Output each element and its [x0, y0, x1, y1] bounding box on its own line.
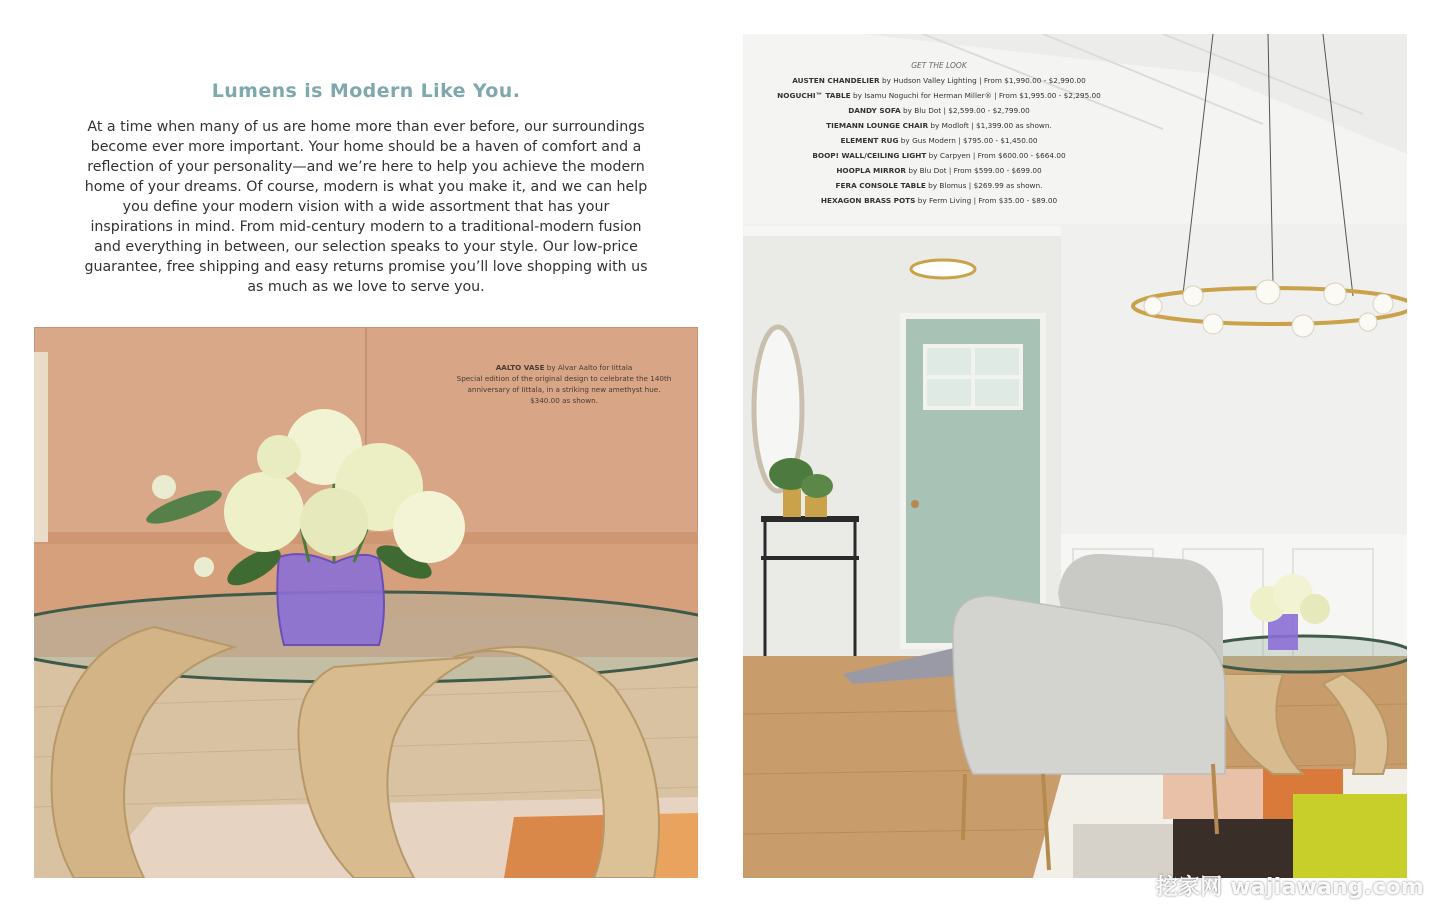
look-item-name: HEXAGON BRASS POTS [820, 196, 916, 205]
look-item-name: DANDY SOFA [848, 106, 901, 115]
look-item-name: FERA CONSOLE TABLE [835, 181, 926, 190]
look-item-price: | $2,599.00 - $2,799.00 [941, 106, 1030, 115]
look-item [743, 103, 1135, 118]
look-item-name: TIEMANN LOUNGE CHAIR [826, 121, 929, 130]
look-item-name: ELEMENT RUG [840, 136, 899, 145]
look-item-brand: by Hudson Valley Lighting [879, 76, 977, 85]
get-the-look-list [743, 58, 1135, 208]
look-item-brand: by Blu Dot [906, 166, 947, 175]
look-item-price: | $269.99 as shown. [966, 181, 1043, 190]
look-item-brand: by Carpyen [926, 151, 971, 160]
page-headline: Lumens is Modern Like You. [211, 80, 521, 102]
look-item [743, 148, 1135, 163]
look-item-price: | From $35.00 - $89.00 [971, 196, 1058, 205]
look-item [743, 163, 1135, 178]
look-item [743, 133, 1135, 148]
look-item-price: | $795.00 - $1,450.00 [955, 136, 1038, 145]
look-item-brand: by Modloft [928, 121, 969, 130]
look-item-brand: by Gus Modern [898, 136, 956, 145]
look-item-price: | From $599.00 - $699.00 [946, 166, 1042, 175]
caption-description: Special edition of the original design to celebrate the 140th anniversary of Iittala, in a striking new amethyst hue. [456, 374, 672, 394]
look-item-brand: by Blu Dot [900, 106, 942, 115]
look-item-price: | From $600.00 - $664.00 [970, 151, 1066, 160]
look-item-brand: by Isamu Noguchi for Herman Miller® [850, 91, 992, 100]
look-item-name: NOGUCHI™ TABLE [777, 91, 851, 100]
look-item-brand: by Ferm Living [915, 196, 972, 205]
look-item [743, 88, 1135, 103]
look-item-name: AUSTEN CHANDELIER [792, 76, 880, 85]
look-item-brand: by Blomus [925, 181, 967, 190]
caption-designer: by Alvar Aalto for Iittala [544, 363, 633, 372]
look-item-price: | $1,399.00 as shown. [968, 121, 1052, 130]
look-item-price: | From $1,990.00 - $2,990.00 [976, 76, 1086, 85]
caption-product-name: AALTO VASE [495, 363, 545, 372]
intro-paragraph: At a time when many of us are home more than ever before, our surroundings become ever more important. Your home should be a haven of comfort and a reflection of your personality—and we’re here to help you achieve the modern home of your dreams. Of course, modern is what you make it, and we can help you define your modern vision with a wide assortment that has your inspirations in mind. From mid-century modern to a traditional-modern fusion and everything in between, our selection speaks to your style. Our low-price guarantee, free shipping and easy returns promise you’ll love shopping with us as much as we love to serve you. [84, 119, 648, 295]
vase-caption [454, 362, 674, 406]
look-item-price: | From $1,995.00 - $2,295.00 [991, 91, 1101, 100]
look-item [743, 193, 1135, 208]
living-room-photo [743, 34, 1407, 878]
look-item-name: BOOP! WALL/CEILING LIGHT [812, 151, 927, 160]
get-the-look-heading: GET THE LOOK [911, 61, 967, 70]
caption-price: $340.00 as shown. [530, 396, 598, 405]
look-item [743, 118, 1135, 133]
look-item-name: HOOPLA MIRROR [836, 166, 907, 175]
look-item [743, 73, 1135, 88]
coffee-table-vase-illustration [34, 327, 698, 878]
coffee-table-vase-photo [34, 327, 698, 878]
look-item [743, 178, 1135, 193]
site-watermark: 挖家网 wajiawang.com [1155, 875, 1424, 900]
